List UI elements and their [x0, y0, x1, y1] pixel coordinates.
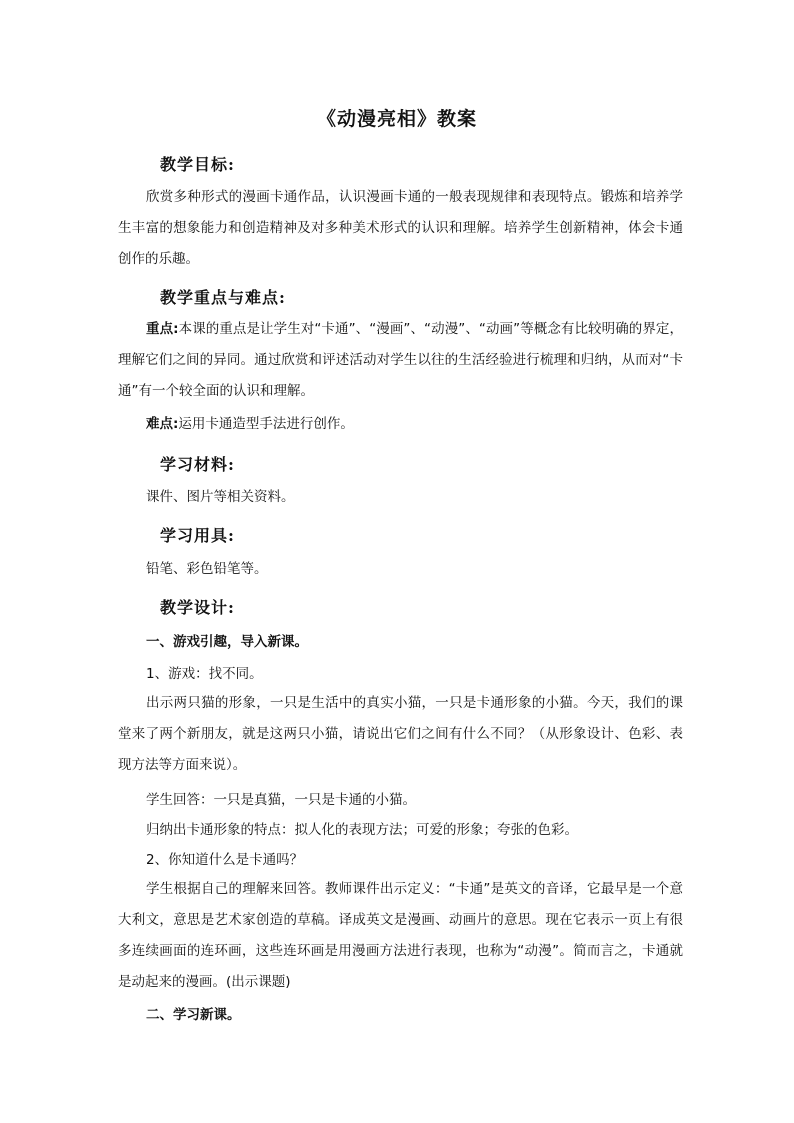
paragraph-key-points [118, 314, 683, 407]
paragraph-materials: 课件、图片等相关资料。 [146, 489, 295, 505]
difficulty-label: 难点: [146, 416, 179, 432]
paragraph-goals: 欣赏多种形式的漫画卡通作品，认识漫画卡通的一般表现规律和表现特点。锻炼和培养学生丰富的想象能力和创造精神及对多种美术形式的认识和理解。培养学生创新精神，体会卡通创作的乐趣。 [118, 189, 683, 267]
paragraph-tools: 铅笔、彩色铅笔等。 [146, 561, 268, 577]
heading-part2: 二、学习新课。 [146, 1007, 241, 1023]
paragraph-step2: 学生根据自己的理解来回答。教师课件出示定义：“卡通”是英文的音译，它最早是一个意大利文，意思是艺术家创造的草稿。译成英文是漫画、动画片的意思。现在它表示一页上有很多连续画面的连环画，这些连环画是用漫画方法进行表现，也称为“动漫”。简而言之，卡通就是动起来的漫画。(出示课题) [118, 881, 683, 990]
difficulty-text: 运用卡通造型手法进行创作。 [178, 416, 354, 432]
paragraph-summary: 归纳出卡通形象的特点：拟人化的表现方法；可爱的形象；夸张的色彩。 [146, 822, 578, 838]
heading-materials: 学习材料: [160, 455, 235, 474]
heading-part1: 一、游戏引趣，导入新课。 [146, 634, 308, 650]
step1-title: 1、游戏：找不同。 [146, 666, 263, 682]
paragraph-step1: 出示两只猫的形象，一只是生活中的真实小猫，一只是卡通形象的小猫。今天，我们的课堂来了两个新朋友，就是这两只小猫，请说出它们之间有什么不同？（从形象设计、色彩、表现方法等方面来说）。 [118, 695, 683, 773]
key-text: 本课的重点是让学生对“卡通”、“漫画”、“动漫”、“动画”等概念有比较明确的界定，理解它们之间的异同。通过欣赏和评述活动对学生以往的生活经验进行梳理和归纳，从而对“卡通”有一个较全面的认识和理解。 [118, 321, 683, 399]
paragraph-difficulty [146, 414, 354, 434]
heading-goals: 教学目标: [160, 155, 235, 174]
key-label: 重点: [146, 321, 179, 337]
doc-title: 《动漫亮相》教案 [316, 108, 477, 130]
heading-design: 教学设计: [160, 598, 235, 617]
paragraph-answer: 学生回答：一只是真猫，一只是卡通的小猫。 [146, 792, 416, 808]
step2-title: 2、你知道什么是卡通吗？ [146, 852, 304, 868]
heading-key-points: 教学重点与难点: [160, 288, 286, 307]
heading-tools: 学习用具: [160, 526, 235, 545]
